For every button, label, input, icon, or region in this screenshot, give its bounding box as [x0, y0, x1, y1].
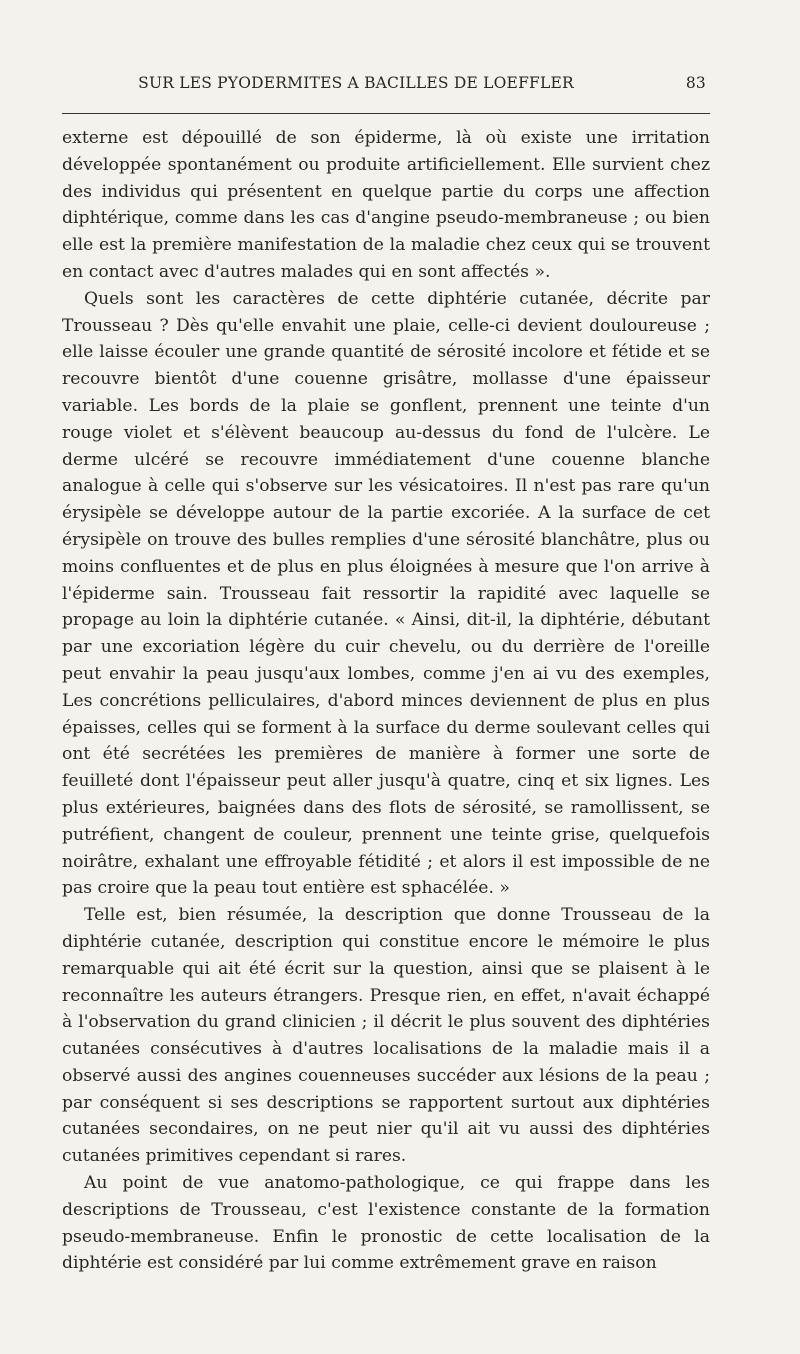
paragraph-summary: Telle est, bien résumée, la description que donne Trousseau de la diphtérie cutanée, description qui constitue encore le mémoire le plus remarquable qui ait été écrit sur la question, ainsi que se plaisent à le reconnaître les auteurs étrangers. Presque rien, en effet, n'avait échappé à l'observation du grand clinicien ; il décrit le plus souvent des diphtéries cutanées consécutives à d'autres localisations de la maladie mais il a observé aussi des angines couenneuses succéder aux lésions de la peau ; par conséquent si ses descriptions se rapportent surtout aux diphtéries cutanées secondaires, on ne peut nier qu'il ait vu aussi des diphtéries cutanées primitives cependant si rares. [62, 905, 710, 1167]
running-title: SUR LES PYODERMITES A BACILLES DE LOEFFLER [138, 74, 574, 92]
header-rule [62, 113, 710, 114]
page-number: 83 [685, 74, 706, 92]
running-head [62, 74, 710, 100]
body-text [62, 125, 710, 1277]
paragraph-anatomo-pathology: Au point de vue anatomo-pathologique, ce qui frappe dans les descriptions de Trousseau, c'est l'existence constante de la formation pseudo-membraneuse. Enfin le pronostic de cette localisation de la diphtérie est considéré par lui comme extrêmement grave en raison [62, 1173, 710, 1274]
paragraph-continued: externe est dépouillé de son épiderme, là où existe une irritation développée spontanément ou produite artificiellement. Elle survient chez des individus qui présentent en quelque partie du corps une affection diphtérique, comme dans les cas d'angine pseudo-membraneuse ; ou bien elle est la première manifestation de la maladie chez ceux qui se trouvent en contact avec d'autres malades qui en sont affectés ». [62, 128, 710, 282]
paragraph-trousseau-description: Quels sont les caractères de cette diphtérie cutanée, décrite par Trousseau ? Dès qu'elle envahit une plaie, celle-ci devient douloureuse ; elle laisse écouler une grande quantité de sérosité incolore et fétide et se recouvre bientôt d'une couenne grisâtre, mollasse d'une épaisseur variable. Les bords de la plaie se gonflent, prennent une teinte d'un rouge violet et s'élèvent beaucoup au-dessus du fond de l'ulcère. Le derme ulcéré se recouvre immédiatement d'une couenne blanche analogue à celle qui s'observe sur les vésicatoires. Il n'est pas rare qu'un érysipèle se développe autour de la partie excoriée. A la surface de cet érysipèle on trouve des bulles remplies d'une sérosité blanchâtre, plus ou moins confluentes et de plus en plus éloignées à mesure que l'on arrive à l'épiderme sain. Trousseau fait ressortir la rapidité avec laquelle se propage au loin la diphtérie cutanée. « Ainsi, dit-il, la diphtérie, débutant par une excoriation légère du cuir chevelu, ou du derrière de l'oreille peut envahir la peau jusqu'aux lombes, comme j'en ai vu des exemples, Les concrétions pelliculaires, d'abord minces deviennent de plus en plus épaisses, celles qui se forment à la surface du derme soulevant celles qui ont été secrétées les premières de manière à former une sorte de feuilleté dont l'épaisseur peut aller jusqu'à quatre, cinq et six lignes. Les plus extérieures, baignées dans des flots de sérosité, se ramollissent, se putréfient, changent de couleur, prennent une teinte grise, quelquefois noirâtre, exhalant une effroyable fétidité ; et alors il est impossible de ne pas croire que la peau tout entière est sphacélée. » [62, 288, 710, 899]
